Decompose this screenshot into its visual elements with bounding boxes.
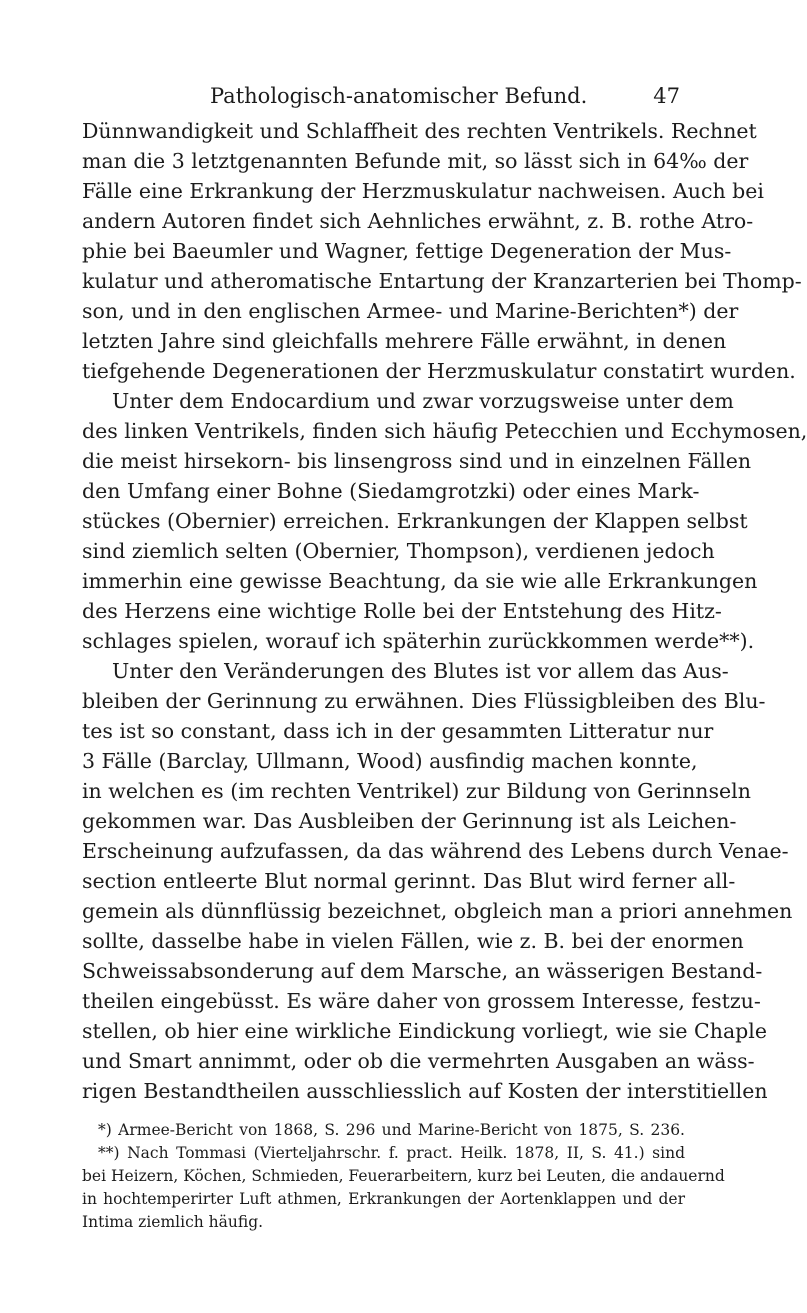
body-text (82, 116, 807, 1106)
text-line: sind ziemlich selten (Obernier, Thompson), verdienen jedoch (82, 539, 715, 563)
text-line: und Smart annimmt, oder ob die vermehrten Ausgaben an wäss- (82, 1049, 755, 1073)
text-line: andern Autoren findet sich Aehnliches erwähnt, z. B. rothe Atro- (82, 209, 754, 233)
text-line: stellen, ob hier eine wirkliche Eindickung vorliegt, wie sie Chaple (82, 1019, 767, 1043)
text-line: gekommen war. Das Ausbleiben der Gerinnung ist als Leichen- (82, 809, 737, 833)
text-line: Dünnwandigkeit und Schlaffheit des rechten Ventrikels. Rechnet (82, 119, 757, 143)
footnote-line: bei Heizern, Köchen, Schmieden, Feuerarbeitern, kurz bei Leuten, die andauernd (82, 1167, 725, 1185)
text-line: Erscheinung aufzufassen, da das während des Lebens durch Venae- (82, 839, 789, 863)
text-line: letzten Jahre sind gleichfalls mehrere Fälle erwähnt, in denen (82, 329, 727, 353)
footnotes (82, 1119, 725, 1234)
text-line: Fälle eine Erkrankung der Herzmuskulatur nachweisen. Auch bei (82, 179, 764, 203)
text-line: gemein als dünnflüssig bezeichnet, obgleich man a priori annehmen (82, 899, 793, 923)
text-line: stückes (Obernier) erreichen. Erkrankungen der Klappen selbst (82, 509, 748, 533)
text-line: schlages spielen, worauf ich späterhin zurückkommen werde**). (82, 629, 755, 653)
text-line: rigen Bestandtheilen ausschliesslich auf Kosten der interstitiellen (82, 1079, 768, 1103)
text-line: des Herzens eine wichtige Rolle bei der Entstehung des Hitz- (82, 599, 722, 623)
footnote-line: **) Nach Tommasi (Vierteljahrschr. f. pract. Heilk. 1878, II, S. 41.) sind (98, 1144, 685, 1162)
running-title: Pathologisch-anatomischer Befund. (210, 84, 588, 108)
paragraph-start-line: Unter dem Endocardium und zwar vorzugsweise unter dem (112, 389, 734, 413)
page-header (210, 84, 680, 114)
text-line: des linken Ventrikels, finden sich häufig Petecchien und Ecchymosen, (82, 419, 807, 443)
footnote-line: Intima ziemlich häufig. (82, 1213, 264, 1231)
footnote-line: *) Armee-Bericht von 1868, S. 296 und Marine-Bericht von 1875, S. 236. (98, 1121, 685, 1139)
text-line: den Umfang einer Bohne (Siedamgrotzki) oder eines Mark- (82, 479, 700, 503)
text-line: sollte, dasselbe habe in vielen Fällen, wie z. B. bei der enormen (82, 929, 744, 953)
text-line: die meist hirsekorn- bis linsengross sind und in einzelnen Fällen (82, 449, 752, 473)
paragraph-start-line: Unter den Veränderungen des Blutes ist vor allem das Aus- (112, 659, 729, 683)
text-line: kulatur und atheromatische Entartung der Kranzarterien bei Thomp- (82, 269, 802, 293)
text-line: tiefgehende Degenerationen der Herzmuskulatur constatirt wurden. (82, 359, 796, 383)
text-line: son, und in den englischen Armee- und Marine-Berichten*) der (82, 299, 739, 323)
text-line: man die 3 letztgenannten Befunde mit, so lässt sich in 64‰ der (82, 149, 749, 173)
text-line: phie bei Baeumler und Wagner, fettige Degeneration der Mus- (82, 239, 732, 263)
page-number: 47 (653, 84, 680, 108)
text-line: in welchen es (im rechten Ventrikel) zur Bildung von Gerinnseln (82, 779, 751, 803)
footnote-line: in hochtemperirter Luft athmen, Erkrankungen der Aortenklappen und der (82, 1190, 685, 1208)
text-line: tes ist so constant, dass ich in der gesammten Litteratur nur (82, 719, 714, 743)
text-line: 3 Fälle (Barclay, Ullmann, Wood) ausfindig machen konnte, (82, 749, 698, 773)
text-line: immerhin eine gewisse Beachtung, da sie wie alle Erkrankungen (82, 569, 758, 593)
text-line: section entleerte Blut normal gerinnt. Das Blut wird ferner all- (82, 869, 736, 893)
text-line: Schweissabsonderung auf dem Marsche, an wässerigen Bestand- (82, 959, 763, 983)
text-line: theilen eingebüsst. Es wäre daher von grossem Interesse, festzu- (82, 989, 761, 1013)
text-line: bleiben der Gerinnung zu erwähnen. Dies Flüssigbleiben des Blu- (82, 689, 766, 713)
